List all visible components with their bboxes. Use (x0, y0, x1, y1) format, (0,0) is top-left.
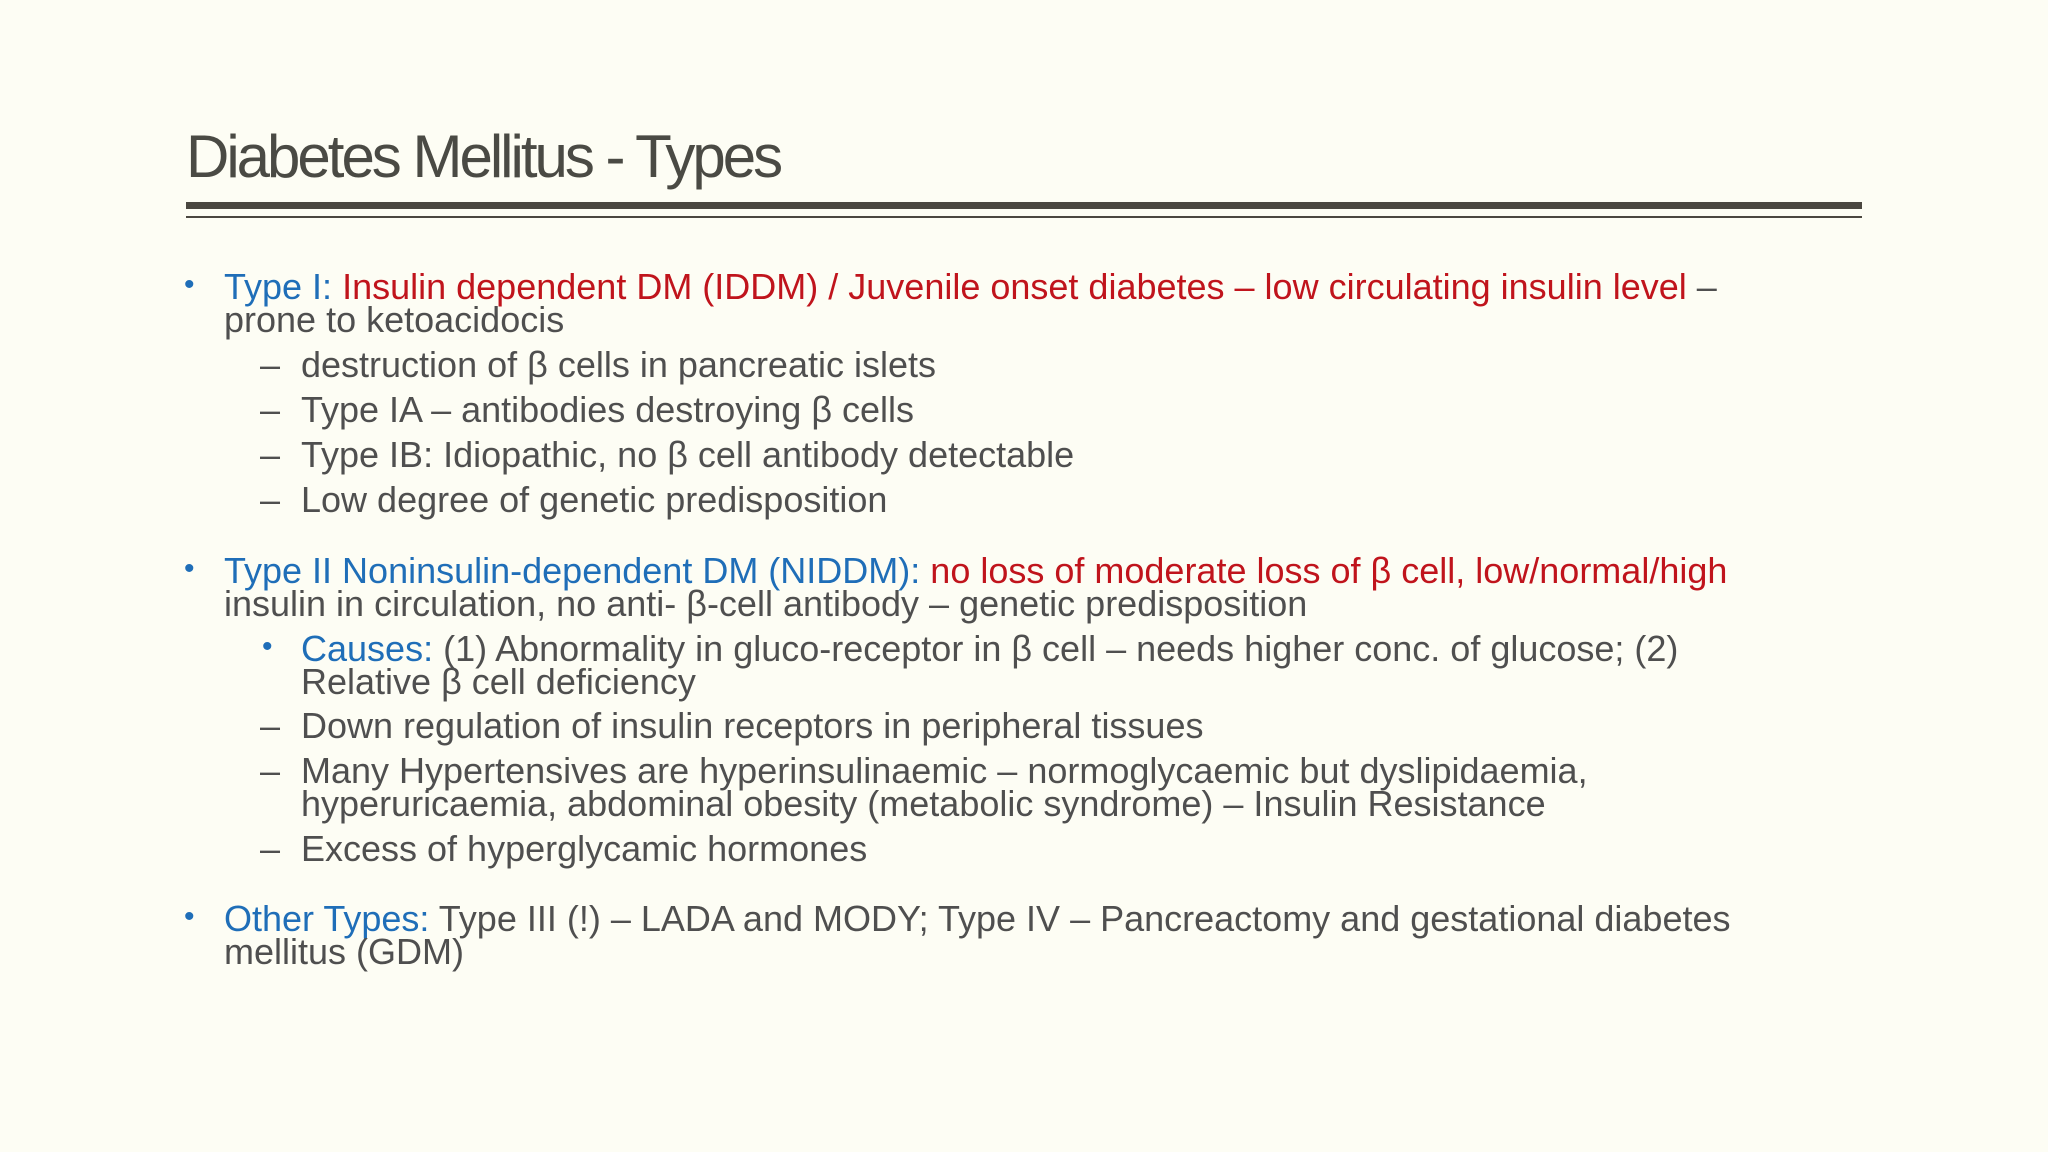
type2-sub1: Down regulation of insulin receptors in peripheral tissues (301, 705, 1204, 746)
other-text1: Type III (!) – LADA and MODY; Type IV – Pancreactomy and gestational diabetes (438, 898, 1731, 939)
bullet-causes: • (262, 630, 273, 663)
causes-text1: (1) Abnormality in gluco-receptor in β cell – needs higher conc. of glucose; (2) (443, 628, 1679, 669)
type1-sub1: destruction of β cells in pancreatic islets (301, 344, 936, 385)
slide-title: Diabetes Mellitus - Types (186, 123, 781, 190)
dash-type2-sub2: – (260, 750, 281, 791)
title-rule-thin (186, 216, 1862, 218)
bullet-type2: • (184, 552, 195, 585)
bullet-other: • (184, 900, 195, 933)
type2-label: Type II Noninsulin-dependent DM (NIDDM): (224, 550, 921, 591)
dash-type2-sub1: – (260, 705, 281, 746)
type1-label: Type I: (224, 266, 333, 307)
dash-type1-sub1: – (260, 344, 281, 385)
type2-emph1: no loss of moderate loss of β cell, low/normal/high (930, 550, 1728, 591)
type2-sub2: Many Hypertensives are hyperinsulinaemic – normoglycaemic but dyslipidaemia, (301, 750, 1588, 791)
dash-type2-sub3: – (260, 828, 281, 869)
type2-sub2-cont: hyperuricaemia, abdominal obesity (metabolic syndrome) – Insulin Resistance (301, 783, 1546, 824)
type1-sub3: Type IB: Idiopathic, no β cell antibody detectable (301, 434, 1075, 475)
causes-label: Causes: (301, 628, 434, 669)
type1-tail1: – (1686, 266, 1717, 307)
type2-sub3: Excess of hyperglycamic hormones (301, 828, 868, 869)
causes-line2: Relative β cell deficiency (301, 661, 696, 702)
dash-type1-sub4: – (260, 479, 281, 520)
dash-type1-sub2: – (260, 389, 281, 430)
other-line2: mellitus (GDM) (224, 931, 464, 972)
bullet-type1: • (184, 268, 195, 301)
other-label: Other Types: (224, 898, 430, 939)
type2-emph2: insulin in circulation, no anti- β-cell antibody – genetic predisposition (224, 583, 1308, 624)
type1-line2: prone to ketoacidocis (224, 299, 565, 340)
type1-sub2: Type IA – antibodies destroying β cells (301, 389, 915, 430)
title-rule-thick (186, 202, 1862, 209)
type1-sub4: Low degree of genetic predisposition (301, 479, 888, 520)
dash-type1-sub3: – (260, 434, 281, 475)
type1-emph: Insulin dependent DM (IDDM) / Juvenile onset diabetes – low circulating insulin level (342, 266, 1687, 307)
